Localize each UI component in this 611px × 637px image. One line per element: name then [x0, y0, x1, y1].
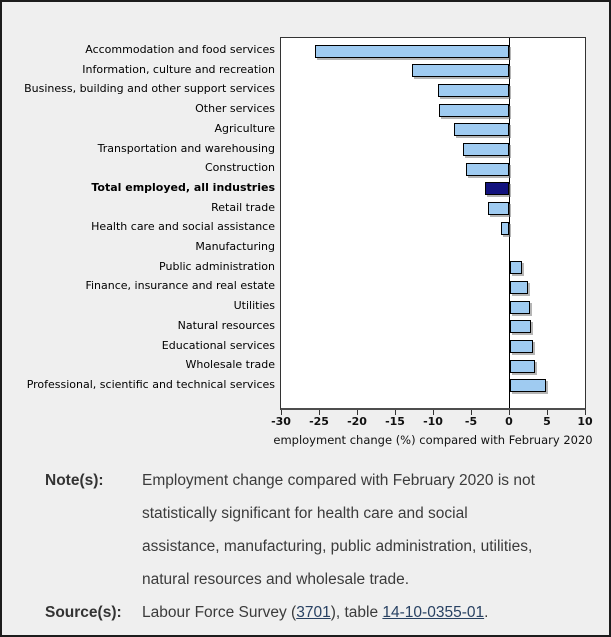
industry-bar — [463, 143, 509, 156]
industry-bar — [510, 281, 528, 294]
category-label: Utilities — [233, 299, 275, 313]
category-label: Public administration — [159, 259, 275, 273]
category-label: Total employed, all industries — [91, 180, 275, 194]
x-axis-label: employment change (%) compared with February 2020 — [273, 433, 593, 447]
employment-change-bar-chart — [2, 2, 609, 454]
source-label: Source(s): — [45, 604, 122, 621]
category-label: Natural resources — [177, 318, 275, 332]
category-label: Information, culture and recreation — [82, 62, 275, 76]
category-label: Professional, scientific and technical services — [26, 377, 275, 391]
category-label: Agriculture — [214, 121, 275, 135]
x-tick-label: -25 — [309, 415, 329, 428]
x-tick-label: 5 — [543, 415, 551, 428]
industry-bar — [412, 64, 509, 77]
industry-bar — [501, 222, 509, 235]
industry-bar — [438, 84, 509, 97]
note-label: Note(s): — [45, 472, 104, 489]
survey-3701-link[interactable]: 3701 — [296, 604, 331, 621]
category-label: Manufacturing — [195, 240, 275, 253]
industry-bar — [466, 163, 509, 176]
table-14-10-0355-01-link[interactable]: 14-10-0355-01 — [382, 604, 485, 621]
industry-bar — [454, 123, 509, 136]
industry-bar — [510, 261, 522, 274]
industry-bar — [315, 45, 509, 58]
industry-bar — [510, 340, 533, 353]
industry-bar — [510, 320, 531, 333]
note-row — [45, 464, 591, 596]
plot-area — [280, 37, 586, 410]
x-tick-label: -15 — [385, 415, 405, 428]
category-label: Accommodation and food services — [85, 43, 275, 56]
source-suffix: . — [484, 604, 489, 621]
category-label: Retail trade — [211, 200, 275, 214]
category-label: Construction — [204, 161, 275, 175]
x-tick-label: 10 — [577, 415, 593, 428]
category-label: Wholesale trade — [185, 358, 275, 372]
category-label: Other services — [195, 102, 275, 116]
source-row — [45, 596, 591, 629]
total-employed-bar — [485, 182, 509, 195]
source-prefix: Labour Force Survey ( — [142, 604, 297, 621]
category-label: Business, building and other support services — [24, 82, 275, 96]
source-text — [142, 596, 544, 629]
industry-bar — [510, 379, 546, 392]
industry-bar — [439, 104, 509, 117]
category-label: Finance, insurance and real estate — [85, 279, 275, 293]
source-middle: ), table — [330, 604, 383, 621]
category-label: Health care and social assistance — [91, 220, 275, 234]
notes-section — [2, 454, 609, 629]
note-text: Employment change compared with February 2020 is not statistically significant for health care and social assistance, manufacturing, public administration, utilities, natural resources and wholesale trade. — [142, 472, 535, 588]
industry-bar — [510, 301, 530, 314]
industry-bar — [510, 360, 535, 373]
category-label: Transportation and warehousing — [97, 141, 275, 155]
industry-bar — [488, 202, 509, 215]
x-tick-label: -10 — [423, 415, 443, 428]
x-tick-label: -30 — [271, 415, 291, 428]
category-label: Educational services — [161, 338, 275, 352]
x-tick-label: 0 — [505, 415, 513, 428]
x-tick-label: -20 — [347, 415, 367, 428]
x-tick-label: -5 — [464, 415, 478, 428]
